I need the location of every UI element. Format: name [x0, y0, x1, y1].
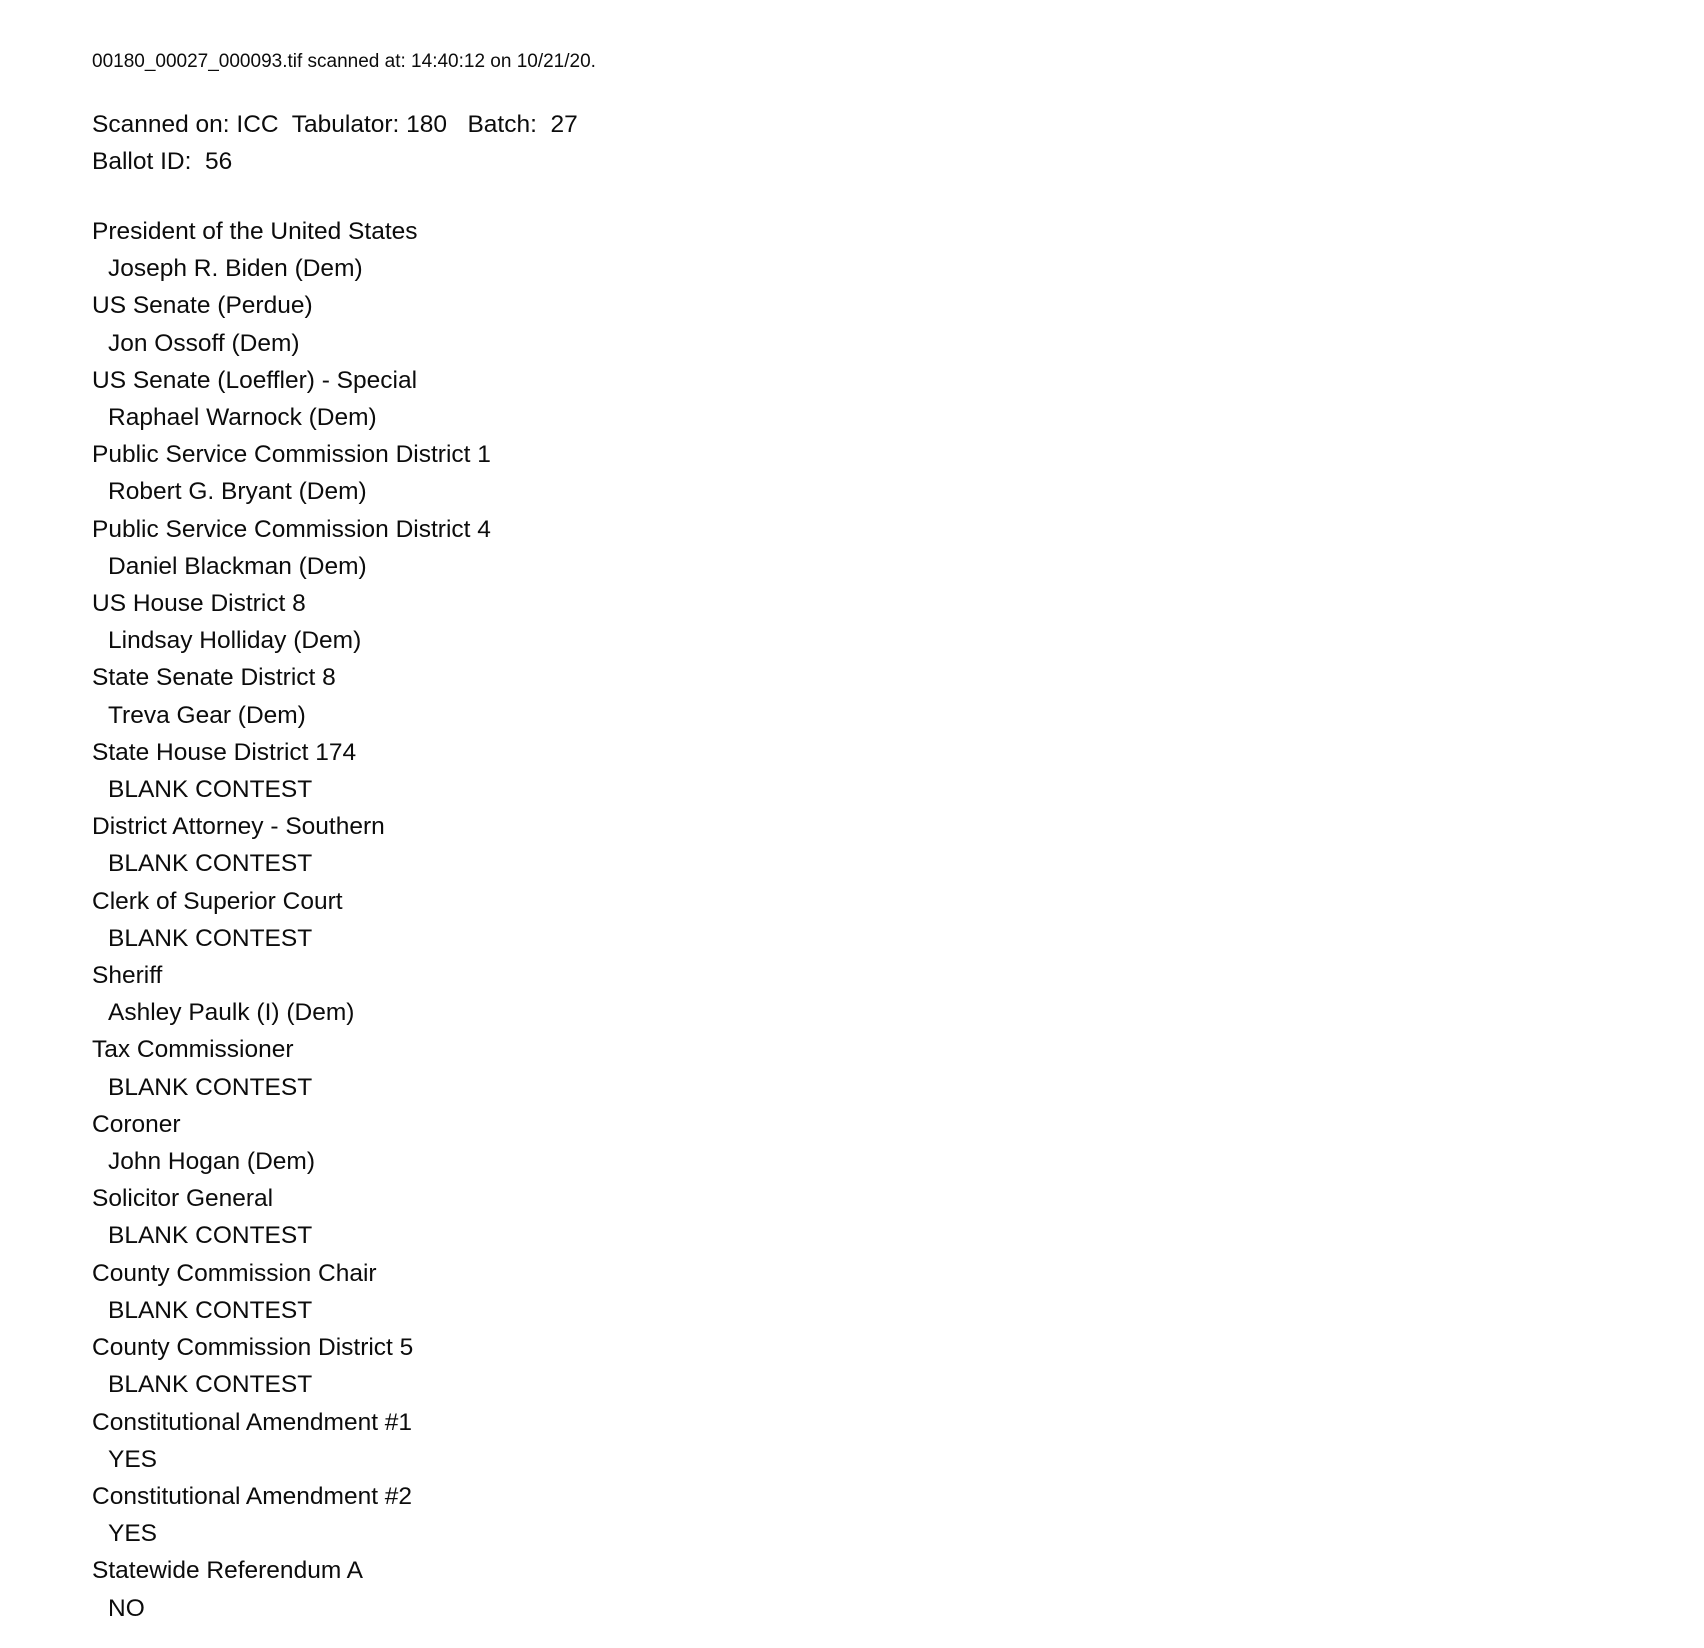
contest-entry: [92, 734, 491, 808]
contest-selection: BLANK CONTEST: [108, 850, 313, 878]
contest-name: Constitutional Amendment #1: [92, 1408, 413, 1436]
contest-selection: John Hogan (Dem): [108, 1148, 315, 1176]
contest-entry: [92, 659, 491, 733]
contest-entry: [92, 1478, 491, 1552]
scan-metadata: [92, 106, 578, 180]
contest-name: Public Service Commission District 1: [92, 441, 491, 469]
scan-filename-line: 00180_00027_000093.tif scanned at: 14:40:12 on 10/21/20.: [92, 51, 596, 72]
contest-entry: [92, 1031, 491, 1105]
contest-selection: YES: [108, 1520, 158, 1548]
contest-name: Statewide Referendum A: [92, 1557, 364, 1585]
contest-results-list: [92, 213, 491, 1627]
contest-selection: Ashley Paulk (I) (Dem): [108, 999, 355, 1027]
contest-entry: [92, 1404, 491, 1478]
contest-entry: [92, 1106, 491, 1180]
contest-selection: Jon Ossoff (Dem): [108, 329, 300, 357]
contest-name: County Commission Chair: [92, 1259, 377, 1287]
contest-entry: [92, 362, 491, 436]
contest-name: US House District 8: [92, 590, 306, 618]
contest-name: President of the United States: [92, 218, 418, 245]
contest-name: State Senate District 8: [92, 664, 336, 692]
contest-entry: [92, 808, 491, 882]
contest-name: US Senate (Loeffler) - Special: [92, 366, 418, 394]
contest-name: County Commission District 5: [92, 1334, 414, 1362]
contest-selection: Robert G. Bryant (Dem): [108, 478, 367, 506]
contest-selection: BLANK CONTEST: [108, 1073, 313, 1101]
contest-selection: BLANK CONTEST: [108, 1296, 313, 1324]
contest-name: District Attorney - Southern: [92, 813, 385, 841]
contest-entry: [92, 1329, 491, 1403]
contest-entry: [92, 957, 491, 1031]
contest-name: Coroner: [92, 1110, 181, 1138]
contest-entry: [92, 436, 491, 510]
contest-selection: BLANK CONTEST: [108, 924, 313, 952]
contest-name: Public Service Commission District 4: [92, 515, 491, 543]
contest-name: Sheriff: [92, 962, 163, 990]
contest-name: Solicitor General: [92, 1185, 274, 1213]
contest-entry: [92, 1180, 491, 1254]
contest-selection: BLANK CONTEST: [108, 776, 313, 804]
contest-selection: Raphael Warnock (Dem): [108, 404, 377, 432]
contest-selection: Joseph R. Biden (Dem): [108, 255, 363, 283]
contest-entry: [92, 1255, 491, 1329]
contest-selection: BLANK CONTEST: [108, 1371, 313, 1399]
contest-name: US Senate (Perdue): [92, 292, 313, 320]
contest-name: Tax Commissioner: [92, 1036, 294, 1064]
scanner-tabulator-batch-line: Scanned on: ICC Tabulator: 180 Batch: 27: [92, 111, 578, 138]
contest-selection: NO: [108, 1594, 145, 1622]
contest-entry: [92, 1552, 491, 1626]
contest-selection: Treva Gear (Dem): [108, 701, 306, 729]
contest-selection: Daniel Blackman (Dem): [108, 552, 367, 580]
contest-entry: [92, 511, 491, 585]
contest-selection: Lindsay Holliday (Dem): [108, 627, 362, 655]
contest-selection: BLANK CONTEST: [108, 1222, 313, 1250]
contest-name: Clerk of Superior Court: [92, 887, 343, 915]
contest-entry: [92, 213, 491, 287]
contest-entry: [92, 883, 491, 957]
contest-entry: [92, 585, 491, 659]
contest-name: State House District 174: [92, 738, 357, 766]
contest-entry: [92, 287, 491, 361]
contest-selection: YES: [108, 1445, 158, 1473]
ballot-id-line: Ballot ID: 56: [92, 148, 233, 175]
contest-name: Constitutional Amendment #2: [92, 1482, 413, 1510]
